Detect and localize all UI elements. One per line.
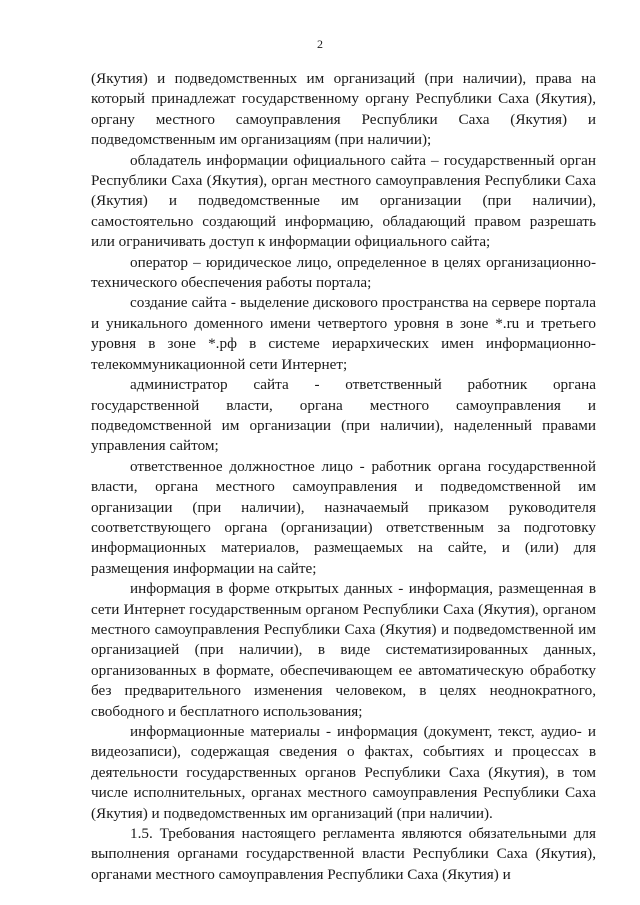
paragraph-definition-site-creation: создание сайта - выделение дискового пространства на сервере портала и уникального доменного имени четвертого уровня в зоне *.ru и третьего уровня в зоне *.рф в системе иерархических имен информационно-телекоммуникационной сети Интернет; [91, 294, 596, 373]
paragraph-definition-operator: оператор – юридическое лицо, определенное в целях организационно-технического обеспечения работы портала; [91, 253, 596, 292]
paragraph-clause-1-5: 1.5. Требования настоящего регламента являются обязательными для выполнения органами государственной власти Республики Саха (Якутия), органами местного самоуправления Республики Саха (Якутия) и [91, 825, 596, 883]
paragraph-definition-info-materials: информационные материалы - информация (документ, текст, аудио- и видеозаписи), содержащая сведения о фактах, событиях и процессах в деятельности государственных органов Республики Саха (Якутия), в том числе исполнительных, органах местного самоуправления Республики Саха (Якутия) и подведомственных им организаций (при наличии). [91, 723, 596, 822]
document-body [91, 69, 596, 885]
paragraph-definition-responsible-official: ответственное должностное лицо - работник органа государственной власти, органа местного самоуправления и подведомственной им организации (при наличии), назначаемый приказом руководителя соответствующего органа (организации) ответственным за подготовку информационных материалов, размещаемых на сайте, и (или) для размещения информации на сайте; [91, 457, 596, 577]
paragraph-definition-site-administrator: администратор сайта - ответственный работник органа государственной власти, органа местного самоуправления и подведомственной им организации (при наличии), наделенный правами управления сайтом; [91, 376, 596, 455]
page-number: 2 [317, 37, 323, 51]
paragraph-definition-info-owner: обладатель информации официального сайта – государственный орган Республики Саха (Якутия), орган местного самоуправления Республики Саха (Якутия) и подведомственные им организации (при наличии), самостоятельно создающий информацию, обладающий правом разрешать или ограничивать доступ к информации официального сайта; [91, 151, 596, 251]
paragraph-continuation: (Якутия) и подведомственных им организаций (при наличии), права на который принадлежат государственному органу Республики Саха (Якутия), органу местного самоуправления Республики Саха (Якутия) и подведомственным им организациям (при наличии); [91, 70, 596, 149]
paragraph-definition-open-data: информация в форме открытых данных - информация, размещенная в сети Интернет государственным органом Республики Саха (Якутия), органом местного самоуправления Республики Саха (Якутия) и подведомственной им организацией (при наличии), в виде систематизированных данных, организованных в формате, обеспечивающем ее автоматическую обработку без предварительного изменения человеком, в целях неоднократного, свободного и бесплатного использования; [91, 580, 596, 720]
